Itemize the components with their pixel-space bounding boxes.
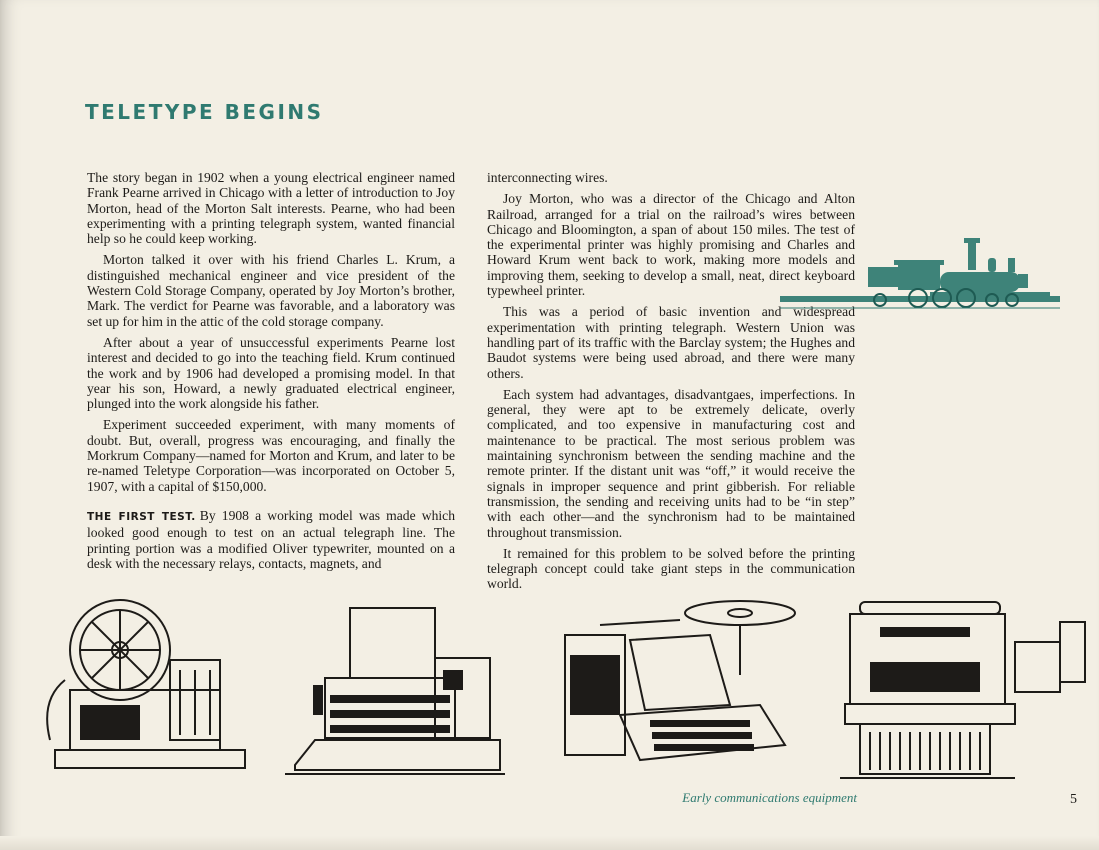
figure-caption: Early communications equipment: [682, 790, 857, 805]
page-edge: [0, 836, 1099, 850]
paragraph: interconnecting wires.: [487, 170, 608, 185]
paragraph: Experiment succeeded experiment, with many moments of doubt. But, overall, progress was encouraging, and finally the Morkrum Company—named for Morton and Krum, and later to be re-named Teletype Corporation—was incorporated on October 5, 1907, with a capital of $150,000.: [87, 417, 455, 494]
paragraph: It remained for this problem to be solved before the printing telegraph concept could take giant steps in the communication world.: [487, 545, 855, 592]
paragraph: Each system had advantages, disadvantgaes, imperfections. In general, they were apt to be extremely delicate, overly complicated, and too expensive in manufacturing cost and maintenance to be practical. The most serious problem was maintaining synchronism between the sending machine and the remote printer. If the distant unit was “off,” it would receive the signals in improper sequence and print gibberish. For reliable transmission, the sending and receiving units had to be “in step” with each other—and the synchronism had to be maintained throughout transmission.: [487, 386, 855, 540]
paragraph: Morton talked it over with his friend Charles L. Krum, a distinguished mechanical engineer and vice president of the Western Cold Storage Company, operated by Joy Morton’s brother, Mark. The verdict for Pearne was favorable, and a laboratory was set up for him in the attic of the cold storage company.: [87, 252, 455, 329]
page-title: TELETYPE BEGINS: [85, 100, 324, 124]
left-column: [87, 170, 455, 577]
section-heading: THE FIRST TEST.: [87, 510, 196, 523]
printer-mechanism-machine: [840, 592, 1090, 782]
tape-reel-machine: [40, 590, 250, 780]
paragraph: Joy Morton, who was a director of the Chicago and Alton Railroad, arranged for a trial on the railroad’s wires between Chicago and Bloomington, a span of about 150 miles. The test of the experimental printer was highly promising and Charles and Howard Krum went back to work, making more models and improving them, seeking to develop a small, neat, direct keyboard typewheel printer.: [487, 191, 855, 299]
section-paragraph: [87, 508, 455, 571]
locomotive-illustration: [780, 234, 1060, 316]
paragraph: This was a period of basic invention and widespread experimentation with printing telegraph. Western Union was handling part of its traffic with the Barclay system; the Hughes and Baudot systems were being used abroad, and there were many others.: [487, 304, 855, 381]
typewheel-printer-machine: [560, 595, 810, 780]
paragraph: The story began in 1902 when a young electrical engineer named Frank Pearne arrived in Chicago with a letter of introduction to Joy Morton, head of the Morton Salt interests. Pearne, who had been experimenting with a printing telegraph system, wanted financial help so he could keep working.: [87, 170, 455, 247]
section-text: By 1908 a working model was made which looked good enough to test on an actual telegraph line. The printing portion was a modified Oliver typewriter, mounted on a desk with the necessary relays, contacts, magnets, and: [87, 507, 455, 571]
paragraph: After about a year of unsuccessful experiments Pearne lost interest and decided to go into the teaching field. Krum continued the work and by 1906 had developed a promising model. In that year his son, Howard, a newly graduated electrical engineer, plunged into the work alongside his father.: [87, 334, 455, 412]
keyboard-typewriter-machine: [285, 600, 510, 780]
page-number: 5: [1070, 792, 1077, 807]
